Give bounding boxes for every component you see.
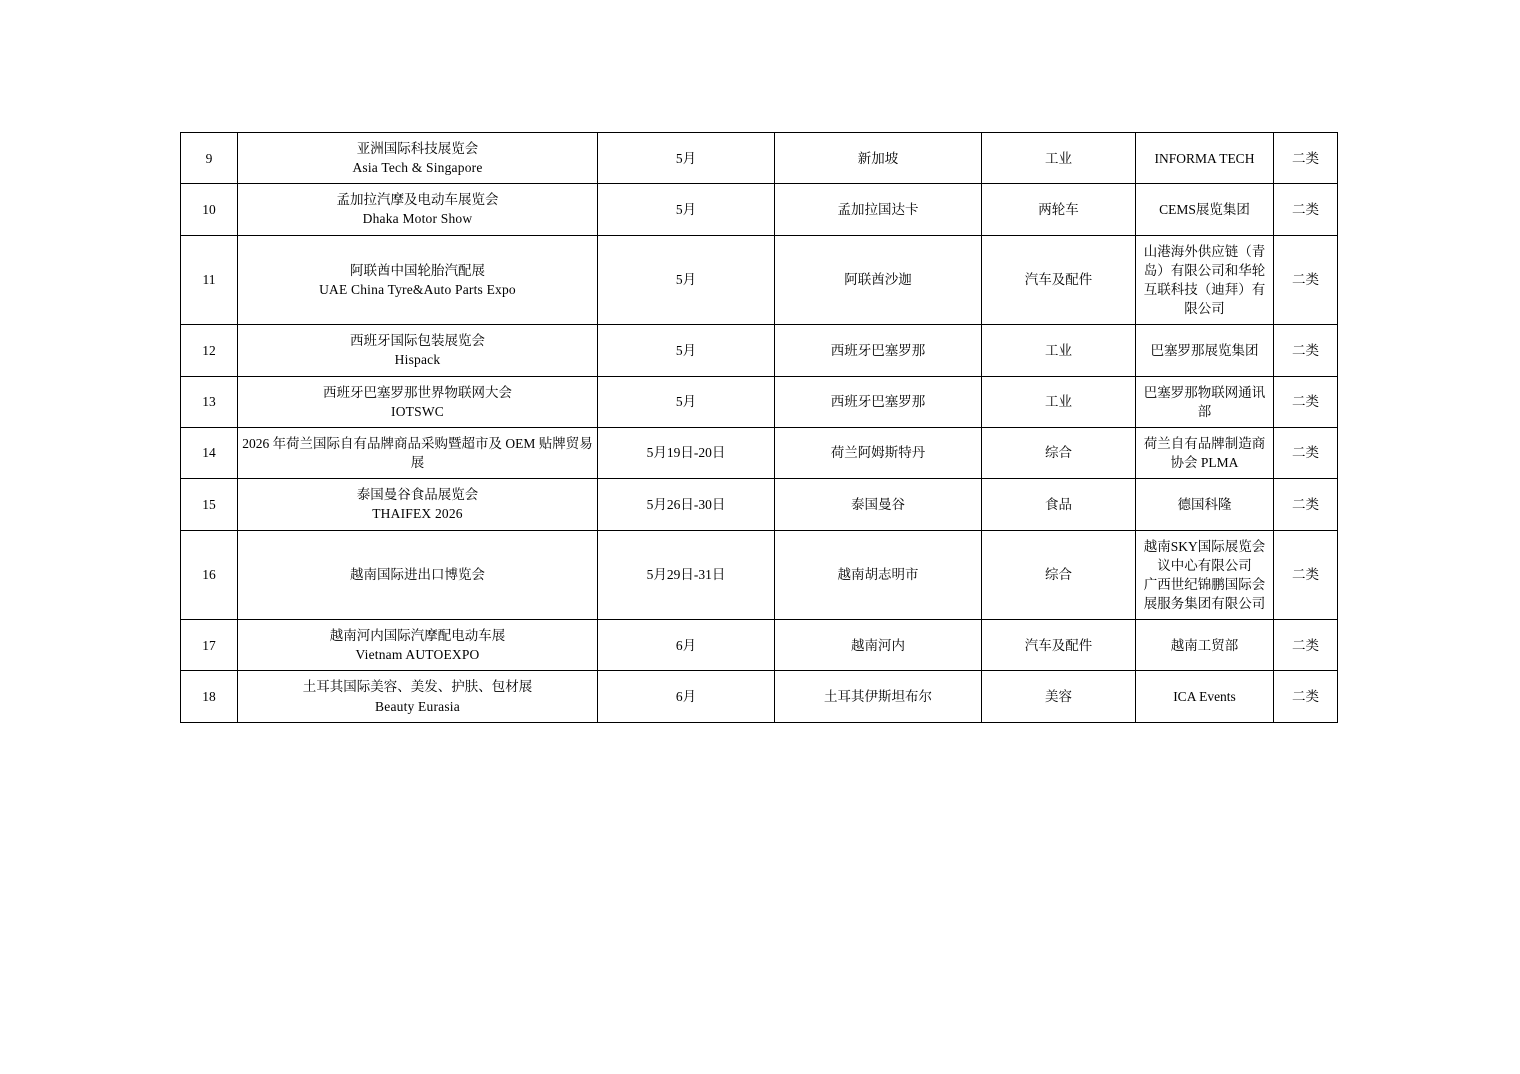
cell-index: 10 (181, 184, 238, 235)
table-body (181, 133, 1338, 723)
table-row (181, 620, 1338, 671)
exhibition-name-en: Beauty Eurasia (375, 698, 460, 714)
cell-date: 5月19日-20日 (598, 427, 775, 478)
exhibition-name-cn: 孟加拉汽摩及电动车展览会 (336, 192, 499, 208)
table-row (181, 530, 1338, 620)
cell-exhibition-name (238, 133, 598, 184)
cell-organizer: 山港海外供应链（青岛）有限公司和华轮互联科技（迪拜）有限公司 (1136, 235, 1274, 325)
cell-exhibition-name (238, 427, 598, 478)
cell-industry: 汽车及配件 (982, 235, 1136, 325)
exhibition-name-cn: 阿联酋中国轮胎汽配展 (350, 262, 485, 278)
cell-date: 5月 (598, 325, 775, 376)
cell-date: 5月 (598, 184, 775, 235)
cell-industry: 食品 (982, 479, 1136, 530)
cell-exhibition-name (238, 184, 598, 235)
cell-place: 孟加拉国达卡 (775, 184, 982, 235)
cell-index: 12 (181, 325, 238, 376)
exhibition-name-cn: 土耳其国际美容、美发、护肤、包材展 (302, 679, 533, 695)
exhibition-name-en: Asia Tech & Singapore (352, 160, 483, 176)
cell-industry: 综合 (982, 530, 1136, 620)
exhibition-name-en: Dhaka Motor Show (362, 211, 473, 227)
cell-organizer: 德国科隆 (1136, 479, 1274, 530)
cell-organizer: INFORMA TECH (1136, 133, 1274, 184)
exhibition-name-en: Vietnam AUTOEXPO (355, 647, 480, 663)
exhibition-name-cn: 越南河内国际汽摩配电动车展 (329, 628, 506, 644)
cell-index: 17 (181, 620, 238, 671)
cell-category: 二类 (1274, 479, 1338, 530)
cell-industry: 两轮车 (982, 184, 1136, 235)
cell-place: 土耳其伊斯坦布尔 (775, 671, 982, 722)
cell-exhibition-name (238, 620, 598, 671)
cell-category: 二类 (1274, 530, 1338, 620)
cell-date: 5月 (598, 133, 775, 184)
cell-industry: 综合 (982, 427, 1136, 478)
cell-place: 越南河内 (775, 620, 982, 671)
table-row (181, 479, 1338, 530)
exhibition-name-cn: 西班牙国际包装展览会 (350, 333, 485, 349)
cell-place: 西班牙巴塞罗那 (775, 376, 982, 427)
cell-index: 16 (181, 530, 238, 620)
cell-organizer: 巴塞罗那物联网通讯部 (1136, 376, 1274, 427)
cell-category: 二类 (1274, 427, 1338, 478)
cell-index: 14 (181, 427, 238, 478)
table-row (181, 184, 1338, 235)
cell-category: 二类 (1274, 376, 1338, 427)
cell-index: 18 (181, 671, 238, 722)
cell-category: 二类 (1274, 620, 1338, 671)
cell-organizer: 荷兰自有品牌制造商协会 PLMA (1136, 427, 1274, 478)
cell-date: 5月26日-30日 (598, 479, 775, 530)
cell-category: 二类 (1274, 184, 1338, 235)
cell-place: 泰国曼谷 (775, 479, 982, 530)
cell-organizer: CEMS展览集团 (1136, 184, 1274, 235)
table-row (181, 376, 1338, 427)
cell-exhibition-name (238, 235, 598, 325)
cell-organizer: ICA Events (1136, 671, 1274, 722)
table-row (181, 325, 1338, 376)
cell-index: 15 (181, 479, 238, 530)
cell-date: 5月 (598, 235, 775, 325)
cell-category: 二类 (1274, 133, 1338, 184)
cell-industry: 美容 (982, 671, 1136, 722)
table-row (181, 671, 1338, 722)
cell-category: 二类 (1274, 325, 1338, 376)
cell-date: 6月 (598, 671, 775, 722)
exhibition-name-cn: 西班牙巴塞罗那世界物联网大会 (323, 384, 512, 400)
cell-industry: 工业 (982, 133, 1136, 184)
table-row (181, 133, 1338, 184)
cell-category: 二类 (1274, 235, 1338, 325)
cell-index: 11 (181, 235, 238, 325)
cell-industry: 工业 (982, 325, 1136, 376)
exhibition-table-wrapper (180, 132, 1337, 723)
cell-place: 新加坡 (775, 133, 982, 184)
cell-exhibition-name (238, 671, 598, 722)
exhibition-name-cn: 2026 年荷兰国际自有品牌商品采购暨超市及 OEM 贴牌贸易展 (242, 435, 593, 471)
cell-date: 6月 (598, 620, 775, 671)
exhibition-name-cn: 亚洲国际科技展览会 (356, 141, 479, 156)
cell-place: 荷兰阿姆斯特丹 (775, 427, 982, 478)
exhibition-name-en: UAE China Tyre&Auto Parts Expo (319, 281, 516, 297)
cell-index: 9 (181, 133, 238, 184)
cell-industry: 工业 (982, 376, 1136, 427)
cell-date: 5月 (598, 376, 775, 427)
cell-organizer: 巴塞罗那展览集团 (1136, 325, 1274, 376)
cell-index: 13 (181, 376, 238, 427)
table-row (181, 235, 1338, 325)
cell-category: 二类 (1274, 671, 1338, 722)
exhibition-name-en: IOTSWC (391, 403, 444, 419)
cell-place: 阿联酋沙迦 (775, 235, 982, 325)
cell-organizer: 越南SKY国际展览会议中心有限公司 广西世纪锦鹏国际会展服务集团有限公司 (1136, 530, 1274, 620)
cell-exhibition-name (238, 530, 598, 620)
exhibition-name-cn: 越南国际进出口博览会 (350, 567, 485, 583)
cell-industry: 汽车及配件 (982, 620, 1136, 671)
table-row (181, 427, 1338, 478)
exhibition-table (180, 132, 1338, 723)
cell-date: 5月29日-31日 (598, 530, 775, 620)
exhibition-name-en: Hispack (394, 352, 441, 368)
cell-exhibition-name (238, 325, 598, 376)
cell-exhibition-name (238, 479, 598, 530)
exhibition-name-cn: 泰国曼谷食品展览会 (356, 487, 479, 503)
cell-place: 越南胡志明市 (775, 530, 982, 620)
cell-place: 西班牙巴塞罗那 (775, 325, 982, 376)
exhibition-name-en: THAIFEX 2026 (372, 506, 463, 522)
cell-exhibition-name (238, 376, 598, 427)
cell-organizer: 越南工贸部 (1136, 620, 1274, 671)
